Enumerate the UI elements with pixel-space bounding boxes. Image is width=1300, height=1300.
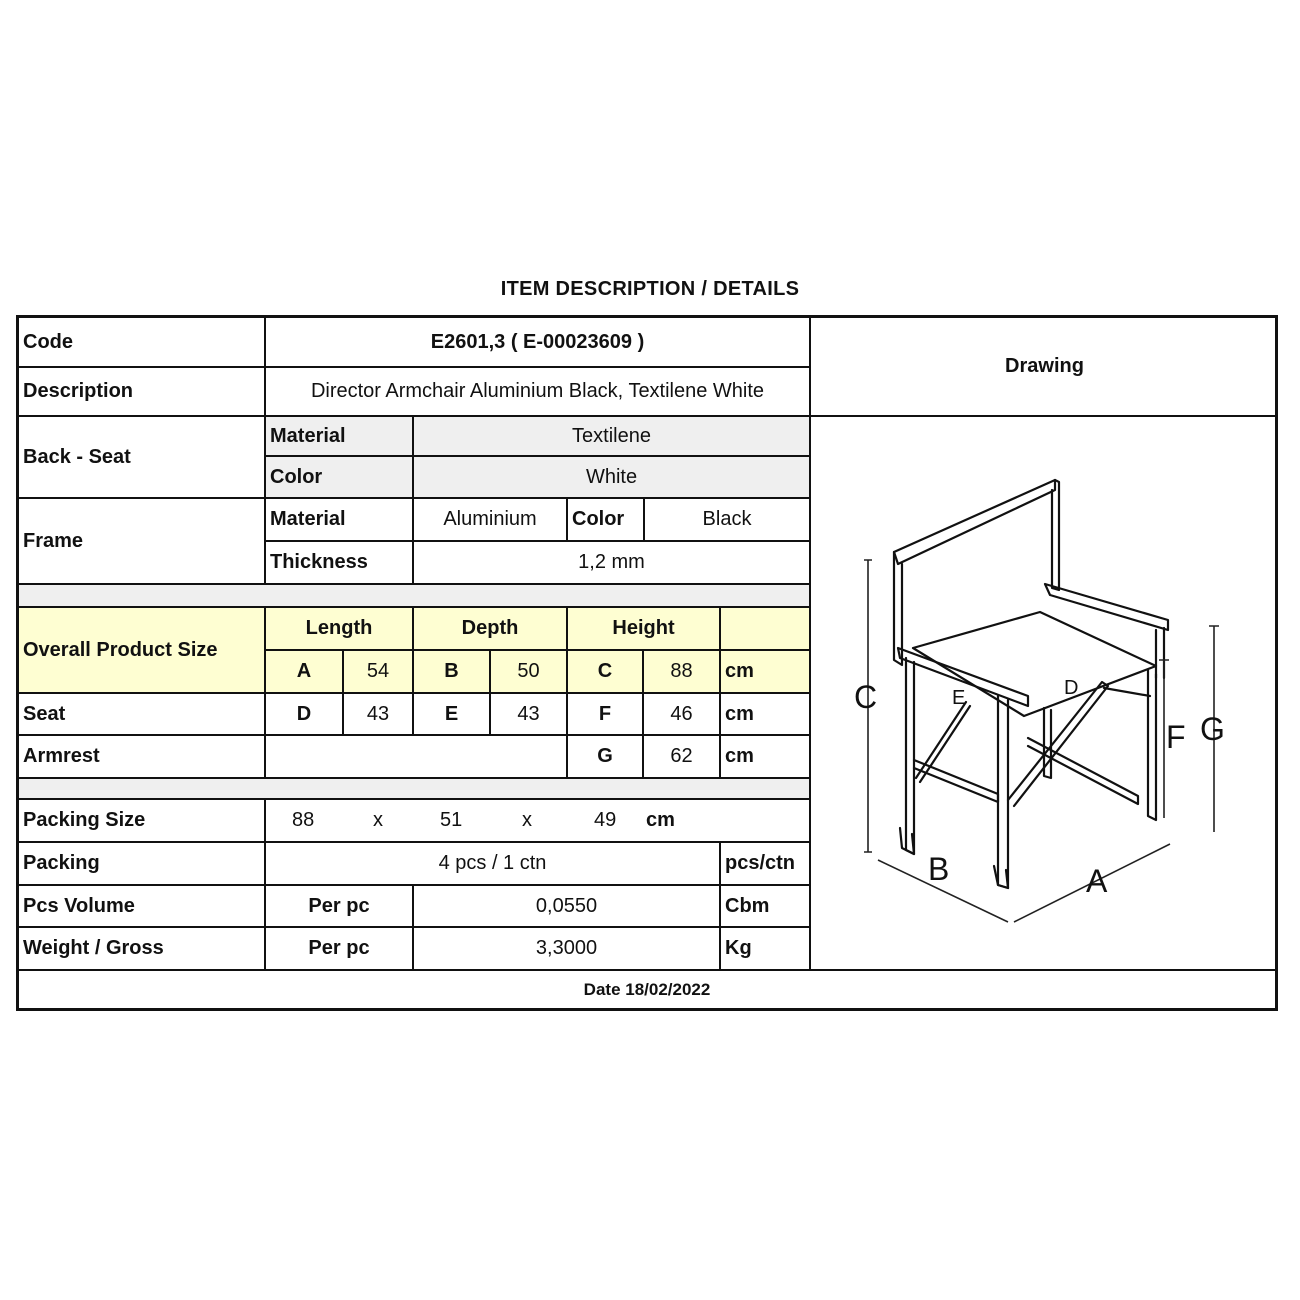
unit-header [721, 608, 811, 651]
d-value: 43 [344, 694, 414, 736]
depth-header: Depth [414, 608, 568, 651]
spacer-row [19, 585, 811, 608]
seat-label: Seat [19, 694, 266, 736]
height-header: Height [568, 608, 721, 651]
overall-unit: cm [721, 651, 811, 694]
back-seat-material-label: Material [266, 417, 414, 457]
description-label: Description [19, 368, 266, 417]
front-left-leg [906, 658, 914, 854]
d-label: D [266, 694, 344, 736]
frame-label: Frame [19, 499, 266, 585]
drawing-letter-g: G [1200, 711, 1225, 747]
seat-unit: cm [721, 694, 811, 736]
chair-back-top [894, 480, 1055, 564]
spacer-row-2 [19, 779, 811, 800]
back-seat-color-label: Color [266, 457, 414, 499]
a-value: 54 [344, 651, 414, 694]
packing-size-cell [266, 800, 811, 843]
armrest-empty [266, 736, 568, 779]
drawing-letter-e: E [952, 687, 966, 709]
pcs-volume-value: 0,0550 [414, 886, 721, 928]
frame-color-label: Color [568, 499, 645, 542]
pcs-volume-label: Pcs Volume [19, 886, 266, 928]
g-value: 62 [644, 736, 721, 779]
packing-value: 4 pcs / 1 ctn [266, 843, 721, 886]
back-seat-label: Back - Seat [19, 417, 266, 499]
back-seat-material: Textilene [414, 417, 811, 457]
packing-x2: x [522, 809, 532, 831]
weight-per: Per pc [266, 928, 414, 971]
packing-width: 51 [440, 809, 463, 831]
drawing-letter-c: C [854, 679, 878, 715]
a-label: A [266, 651, 344, 694]
f-label: F [568, 694, 644, 736]
f-value: 46 [644, 694, 721, 736]
c-label: C [568, 651, 644, 694]
chair-seat [913, 612, 1156, 716]
packing-length: 88 [292, 809, 315, 831]
weight-value: 3,3000 [414, 928, 721, 971]
e-label: E [414, 694, 491, 736]
frame-material: Aluminium [414, 499, 568, 542]
overall-size-label: Overall Product Size [19, 608, 266, 694]
back-right-leg [1148, 670, 1156, 820]
frame-thickness-label: Thickness [266, 542, 414, 585]
weight-unit: Kg [721, 928, 811, 971]
chair-back-right [1052, 480, 1059, 590]
frame-color: Black [645, 499, 811, 542]
director-chair-drawing [838, 460, 1238, 940]
e-value: 43 [491, 694, 568, 736]
b-label: B [414, 651, 491, 694]
description-value: Director Armchair Aluminium Black, Textilene White [266, 368, 811, 417]
weight-label: Weight / Gross [19, 928, 266, 971]
drawing-letter-d: D [1064, 677, 1079, 699]
pcs-volume-unit: Cbm [721, 886, 811, 928]
back-seat-color: White [414, 457, 811, 499]
footer-date: Date 18/02/2022 [583, 979, 711, 999]
armrest-unit: cm [721, 736, 811, 779]
packing-unit: cm [646, 809, 675, 831]
right-arm-post [1156, 628, 1164, 678]
packing-label: Packing [19, 843, 266, 886]
left-cross [916, 702, 970, 782]
foot-front [994, 866, 1008, 888]
rear-rail [1104, 688, 1150, 696]
page-title: ITEM DESCRIPTION / DETAILS [500, 278, 800, 300]
packing-unit-label: pcs/ctn [721, 843, 811, 886]
drawing-label: Drawing [811, 318, 1278, 417]
frame-thickness: 1,2 mm [414, 542, 811, 585]
drawing-letter-a: A [1086, 863, 1108, 899]
armrest-label: Armrest [19, 736, 266, 779]
frame-material-label: Material [266, 499, 414, 542]
c-value: 88 [644, 651, 721, 694]
packing-x1: x [373, 809, 383, 831]
front-brace [914, 760, 998, 802]
length-header: Length [266, 608, 414, 651]
code-value: E2601,3 ( E-00023609 ) [266, 318, 811, 368]
front-right-leg [998, 696, 1008, 888]
pcs-volume-per: Per pc [266, 886, 414, 928]
drawing-letter-b: B [928, 851, 950, 887]
side-cross-1 [1008, 682, 1108, 806]
g-label: G [568, 736, 644, 779]
b-value: 50 [491, 651, 568, 694]
packing-size-label: Packing Size [19, 800, 266, 843]
packing-height: 49 [594, 809, 617, 831]
drawing-letter-f: F [1166, 719, 1186, 755]
code-label: Code [19, 318, 266, 368]
